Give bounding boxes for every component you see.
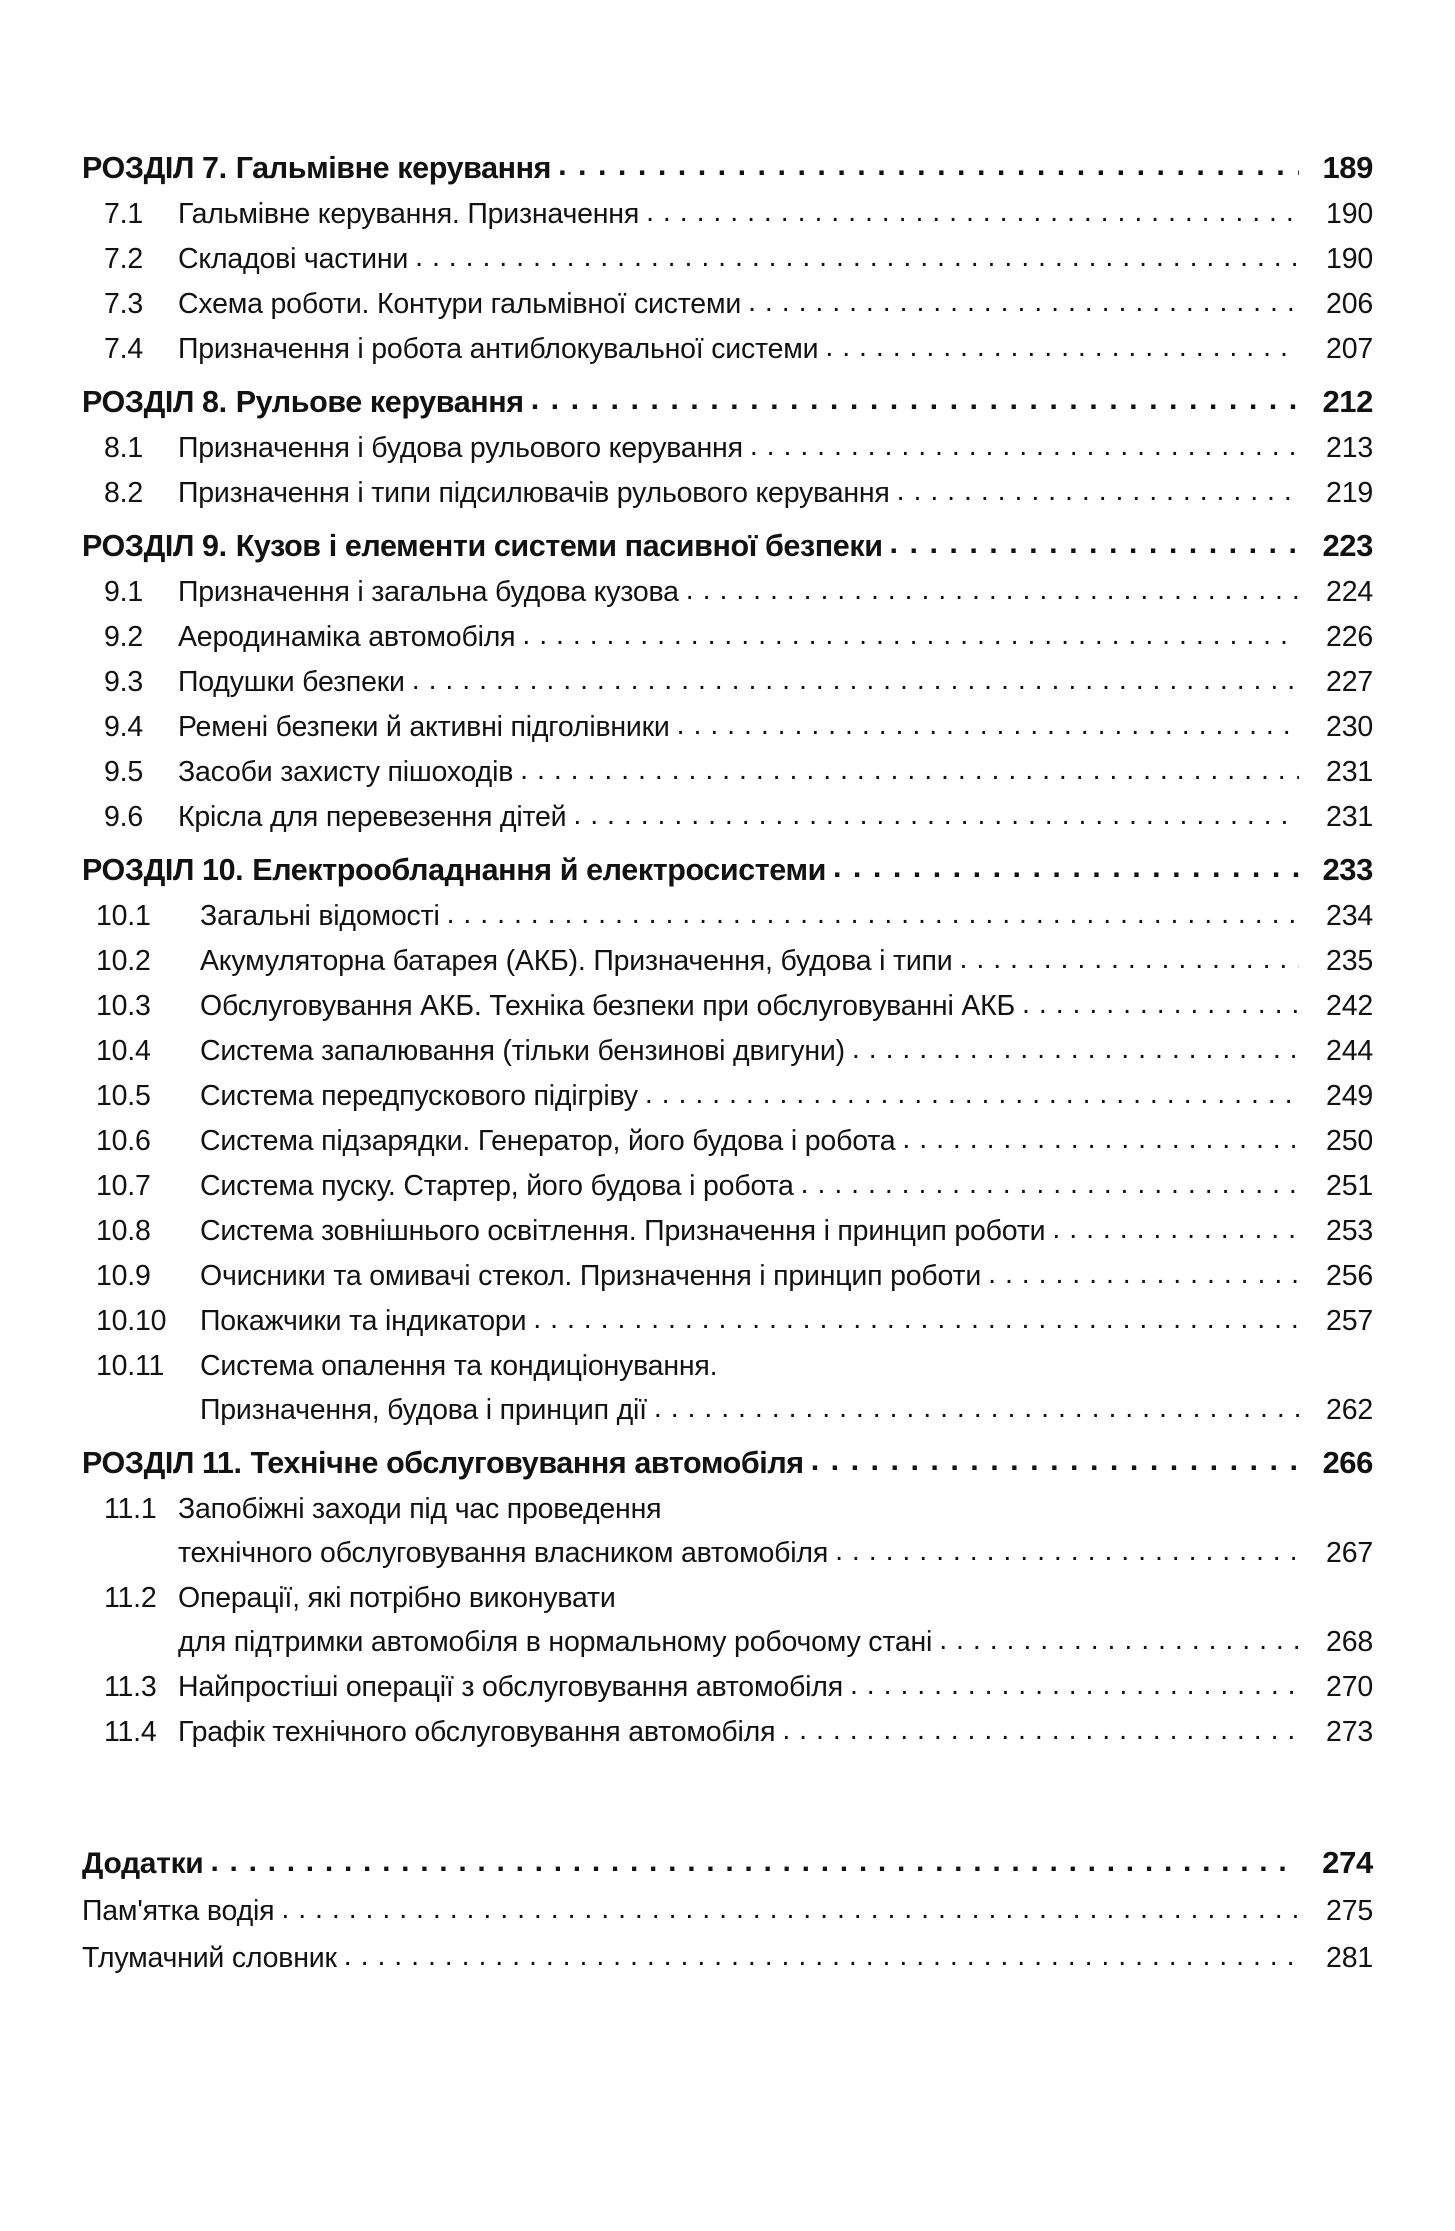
chapter-title: Електрообладнання й електросистеми bbox=[252, 853, 826, 887]
toc-entry[interactable] bbox=[82, 1035, 1373, 1068]
toc-entry-number: 9.2 bbox=[104, 621, 144, 653]
toc-section bbox=[82, 528, 1373, 834]
toc-entry[interactable] bbox=[82, 1215, 1373, 1248]
dot-leader bbox=[573, 799, 1299, 832]
chapter-title: Гальмівне керування bbox=[235, 151, 552, 185]
toc-entry-title: Гальмівне керування. Призначення bbox=[178, 198, 640, 230]
dot-leader bbox=[531, 382, 1299, 417]
toc-entry-number: 10.7 bbox=[96, 1170, 151, 1202]
toc-entry-title: Схема роботи. Контури гальмівної системи bbox=[178, 288, 742, 320]
toc-entry-number: 10.11 bbox=[96, 1350, 165, 1382]
appendix-item-page-number[interactable]: 275 bbox=[1326, 1895, 1373, 1927]
chapter-title: Кузов і елементи системи пасивної безпеки bbox=[235, 529, 883, 563]
dot-leader bbox=[835, 1535, 1299, 1568]
toc-entry-page-number[interactable]: 231 bbox=[1326, 801, 1373, 833]
dot-leader bbox=[533, 1303, 1299, 1336]
dot-leader bbox=[960, 943, 1299, 976]
toc-entry-title: Система підзарядки. Генератор, його будова і робота bbox=[200, 1125, 896, 1157]
toc-entry-number: 11.2 bbox=[104, 1582, 157, 1614]
appendix-item-title: Тлумачний словник bbox=[82, 1942, 337, 1974]
toc-entry-page-number[interactable]: 234 bbox=[1326, 900, 1373, 932]
dot-leader bbox=[890, 526, 1299, 561]
toc-entry-page-number[interactable]: 250 bbox=[1326, 1125, 1373, 1157]
toc-entry-line-2 bbox=[82, 1394, 1373, 1427]
chapter-number: РОЗДІЛ 8. bbox=[82, 385, 227, 419]
appendix-title: Додатки bbox=[82, 1847, 204, 1880]
toc-entry[interactable] bbox=[82, 1350, 1373, 1427]
chapter-number: РОЗДІЛ 10. bbox=[82, 853, 244, 887]
toc-entry-title: Складові частини bbox=[178, 243, 409, 275]
toc-entry-page-number[interactable]: 270 bbox=[1326, 1671, 1373, 1703]
toc-entry-number: 10.6 bbox=[96, 1125, 151, 1157]
toc-entry-page-number[interactable]: 230 bbox=[1326, 711, 1373, 743]
dot-leader bbox=[748, 286, 1299, 319]
toc-entry-line-2 bbox=[82, 1537, 1373, 1570]
toc-entry-title: Система запалювання (тільки бензинові двигуни) bbox=[200, 1035, 845, 1067]
toc-entry[interactable] bbox=[82, 432, 1373, 465]
dot-leader bbox=[415, 241, 1299, 274]
toc-entry-title: Найпростіші операції з обслуговування автомобіля bbox=[178, 1671, 843, 1703]
dot-leader bbox=[654, 1392, 1299, 1425]
dot-leader bbox=[645, 1078, 1299, 1111]
toc-entry-title: Засоби захисту пішоходів bbox=[178, 756, 514, 788]
toc-entry-number: 7.1 bbox=[104, 198, 144, 230]
toc-entry-title: Система пуску. Стартер, його будова і робота bbox=[200, 1170, 794, 1202]
chapter-page-number[interactable]: 212 bbox=[1322, 384, 1373, 419]
appendix-entry[interactable] bbox=[82, 1845, 1373, 1881]
chapter-entry[interactable] bbox=[82, 852, 1373, 888]
toc-entry-title-continued: Призначення, будова і принцип дії bbox=[200, 1394, 647, 1426]
dot-leader bbox=[833, 850, 1299, 885]
toc-entry[interactable] bbox=[82, 1080, 1373, 1113]
toc-entry-title: Призначення і типи підсилювачів рульового керування bbox=[178, 477, 890, 509]
toc-entry-number: 7.2 bbox=[104, 243, 144, 275]
toc-entry-title: Ремені безпеки й активні підголівники bbox=[178, 711, 670, 743]
appendix-section bbox=[82, 1845, 1373, 1975]
chapter-page-number[interactable]: 266 bbox=[1322, 1445, 1373, 1480]
toc-entry-title: Акумуляторна батарея (АКБ). Призначення, будова і типи bbox=[200, 945, 953, 977]
dot-leader bbox=[344, 1940, 1299, 1973]
toc-entry[interactable] bbox=[82, 243, 1373, 276]
dot-leader bbox=[782, 1714, 1299, 1747]
toc-entry-page-number[interactable]: 227 bbox=[1326, 666, 1373, 698]
toc-entry-title: Графік технічного обслуговування автомобіля bbox=[178, 1716, 776, 1748]
toc-entry-number: 11.3 bbox=[104, 1671, 157, 1703]
chapter-entry[interactable] bbox=[82, 1445, 1373, 1481]
toc-entry[interactable] bbox=[82, 198, 1373, 231]
dot-leader bbox=[897, 475, 1299, 508]
toc-entry[interactable] bbox=[82, 756, 1373, 789]
chapter-entry[interactable] bbox=[82, 384, 1373, 420]
toc-entry-title: Запобіжні заходи під час проведення bbox=[178, 1493, 662, 1525]
toc-entry-title: Система передпускового підігріву bbox=[200, 1080, 638, 1112]
toc-entry[interactable] bbox=[82, 288, 1373, 321]
toc-entry-title: Система зовнішнього освітлення. Призначення і принцип роботи bbox=[200, 1215, 1046, 1247]
chapter-number: РОЗДІЛ 9. bbox=[82, 529, 227, 563]
toc-entry[interactable] bbox=[82, 801, 1373, 834]
toc-entry-line-1 bbox=[82, 1493, 1373, 1526]
toc-section bbox=[82, 150, 1373, 366]
toc-entry-page-number[interactable]: 226 bbox=[1326, 621, 1373, 653]
toc-entry[interactable] bbox=[82, 666, 1373, 699]
dot-leader bbox=[646, 196, 1299, 229]
toc-entry-page-number[interactable]: 273 bbox=[1326, 1716, 1373, 1748]
toc-entry[interactable] bbox=[82, 1305, 1373, 1338]
toc-entry-page-number[interactable]: 262 bbox=[1326, 1394, 1373, 1426]
dot-leader bbox=[210, 1845, 1299, 1879]
toc-entry-page-number[interactable]: 213 bbox=[1326, 432, 1373, 464]
toc-entry[interactable] bbox=[82, 945, 1373, 978]
appendix-item-title: Пам'ятка водія bbox=[82, 1895, 275, 1927]
dot-leader bbox=[902, 1123, 1299, 1156]
toc-entry-title: Система опалення та кондиціонування. bbox=[200, 1350, 718, 1382]
chapter-title: Рульове керування bbox=[235, 385, 524, 419]
appendix-item-page-number[interactable]: 281 bbox=[1326, 1942, 1373, 1974]
toc-section bbox=[82, 852, 1373, 1427]
toc-entry-title: Аеродинаміка автомобіля bbox=[178, 621, 516, 653]
appendix-item[interactable] bbox=[82, 1942, 1373, 1975]
toc-entry-number: 8.2 bbox=[104, 477, 144, 509]
toc-entry[interactable] bbox=[82, 621, 1373, 654]
dot-leader bbox=[522, 619, 1299, 652]
toc-entry-number: 10.2 bbox=[96, 945, 151, 977]
toc-entry-number: 10.8 bbox=[96, 1215, 151, 1247]
dot-leader bbox=[412, 664, 1299, 697]
toc-entry[interactable] bbox=[82, 1716, 1373, 1749]
dot-leader bbox=[939, 1624, 1299, 1657]
toc-entry-line-2 bbox=[82, 1626, 1373, 1659]
toc-entry-title: Призначення і робота антиблокувальної системи bbox=[178, 333, 819, 365]
toc-entry-page-number[interactable]: 235 bbox=[1326, 945, 1373, 977]
toc-section bbox=[82, 1445, 1373, 1749]
toc-entry[interactable] bbox=[82, 333, 1373, 366]
toc-entry-title: Очисники та омивачі стекол. Призначення і принцип роботи bbox=[200, 1260, 982, 1292]
toc-entry-page-number[interactable]: 251 bbox=[1326, 1170, 1373, 1202]
toc-entry[interactable] bbox=[82, 477, 1373, 510]
dot-leader bbox=[811, 1443, 1299, 1478]
dot-leader bbox=[750, 430, 1299, 463]
toc-entry-number: 9.3 bbox=[104, 666, 144, 698]
toc-entry-page-number[interactable]: 249 bbox=[1326, 1080, 1373, 1112]
toc-entry-title: Загальні відомості bbox=[200, 900, 440, 932]
toc-entry-number: 10.3 bbox=[96, 990, 151, 1022]
toc-entry-number: 9.1 bbox=[104, 576, 144, 608]
toc-entry-line-1 bbox=[82, 1582, 1373, 1615]
toc-entry-number: 10.5 bbox=[96, 1080, 151, 1112]
toc-entry-page-number[interactable]: 268 bbox=[1326, 1626, 1373, 1658]
dot-leader bbox=[850, 1669, 1299, 1702]
toc-entry-title: Операції, які потрібно виконувати bbox=[178, 1582, 616, 1614]
chapter-entry[interactable] bbox=[82, 528, 1373, 564]
toc-entry-title-continued: для підтримки автомобіля в нормальному робочому стані bbox=[178, 1626, 933, 1658]
toc-entry[interactable] bbox=[82, 1671, 1373, 1704]
toc-entry-number: 10.4 bbox=[96, 1035, 151, 1067]
toc-entry-number: 11.1 bbox=[104, 1493, 157, 1525]
toc-entry[interactable] bbox=[82, 576, 1373, 609]
dot-leader bbox=[447, 898, 1299, 931]
toc-entry-number: 10.9 bbox=[96, 1260, 151, 1292]
toc-entry-page-number[interactable]: 190 bbox=[1326, 243, 1373, 275]
toc-entry-page-number[interactable]: 207 bbox=[1326, 333, 1373, 365]
toc-entry-page-number[interactable]: 190 bbox=[1326, 198, 1373, 230]
dot-leader bbox=[686, 574, 1299, 607]
toc-section bbox=[82, 384, 1373, 510]
toc-entry[interactable] bbox=[82, 1260, 1373, 1293]
toc-entry-title: Крісла для перевезення дітей bbox=[178, 801, 567, 833]
toc-entry-title: Призначення і будова рульового керування bbox=[178, 432, 743, 464]
dot-leader bbox=[1022, 988, 1299, 1021]
toc-entry-page-number[interactable]: 242 bbox=[1326, 990, 1373, 1022]
toc-entry-page-number[interactable]: 231 bbox=[1326, 756, 1373, 788]
toc-entry[interactable] bbox=[82, 990, 1373, 1023]
chapter-number: РОЗДІЛ 7. bbox=[82, 151, 227, 185]
dot-leader bbox=[852, 1033, 1299, 1066]
toc-entry-title: Покажчики та індикатори bbox=[200, 1305, 527, 1337]
toc-entry-page-number[interactable]: 219 bbox=[1326, 477, 1373, 509]
chapter-page-number[interactable]: 189 bbox=[1322, 150, 1373, 185]
toc-entry-page-number[interactable]: 257 bbox=[1326, 1305, 1373, 1337]
dot-leader bbox=[988, 1258, 1299, 1291]
toc-entry[interactable] bbox=[82, 900, 1373, 933]
toc-entry[interactable] bbox=[82, 1582, 1373, 1659]
dot-leader bbox=[281, 1893, 1299, 1926]
toc-entry[interactable] bbox=[82, 1493, 1373, 1570]
chapter-number: РОЗДІЛ 11. bbox=[82, 1446, 242, 1480]
toc-entry-title: Обслуговування АКБ. Техніка безпеки при обслуговуванні АКБ bbox=[200, 990, 1016, 1022]
dot-leader bbox=[801, 1168, 1299, 1201]
toc-entry-page-number[interactable]: 224 bbox=[1326, 576, 1373, 608]
dot-leader bbox=[677, 709, 1299, 742]
toc-entry-line-1 bbox=[82, 1350, 1373, 1383]
toc-entry-number: 9.5 bbox=[104, 756, 144, 788]
toc-entry-title: Призначення і загальна будова кузова bbox=[178, 576, 679, 608]
toc-entry[interactable] bbox=[82, 1125, 1373, 1158]
dot-leader bbox=[1052, 1213, 1299, 1246]
toc-entry-number: 11.4 bbox=[104, 1716, 157, 1748]
table-of-contents bbox=[82, 150, 1373, 1975]
toc-entry-number: 8.1 bbox=[104, 432, 144, 464]
toc-entry[interactable] bbox=[82, 1170, 1373, 1203]
chapter-page-number[interactable]: 223 bbox=[1322, 528, 1373, 563]
dot-leader bbox=[558, 148, 1299, 183]
appendix-item[interactable] bbox=[82, 1895, 1373, 1928]
toc-entry-page-number[interactable]: 253 bbox=[1326, 1215, 1373, 1247]
toc-entry-page-number[interactable]: 206 bbox=[1326, 288, 1373, 320]
chapter-title: Технічне обслуговування автомобіля bbox=[250, 1446, 804, 1480]
chapter-page-number[interactable]: 233 bbox=[1322, 852, 1373, 887]
dot-leader bbox=[520, 754, 1299, 787]
toc-entry-number: 9.6 bbox=[104, 801, 144, 833]
toc-entry-number: 7.4 bbox=[104, 333, 144, 365]
toc-entry-title: Подушки безпеки bbox=[178, 666, 405, 698]
toc-entry-number: 7.3 bbox=[104, 288, 144, 320]
dot-leader bbox=[825, 331, 1299, 364]
toc-entry-number: 10.1 bbox=[96, 900, 151, 932]
toc-entry-number: 10.10 bbox=[96, 1305, 167, 1337]
toc-entry-page-number[interactable]: 244 bbox=[1326, 1035, 1373, 1067]
toc-entry[interactable] bbox=[82, 711, 1373, 744]
toc-entry-page-number[interactable]: 267 bbox=[1326, 1537, 1373, 1569]
toc-entry-title-continued: технічного обслуговування власником автомобіля bbox=[178, 1537, 829, 1569]
toc-entry-number: 9.4 bbox=[104, 711, 144, 743]
appendix-page-number[interactable]: 274 bbox=[1322, 1845, 1373, 1880]
toc-entry-page-number[interactable]: 256 bbox=[1326, 1260, 1373, 1292]
chapter-entry[interactable] bbox=[82, 150, 1373, 186]
